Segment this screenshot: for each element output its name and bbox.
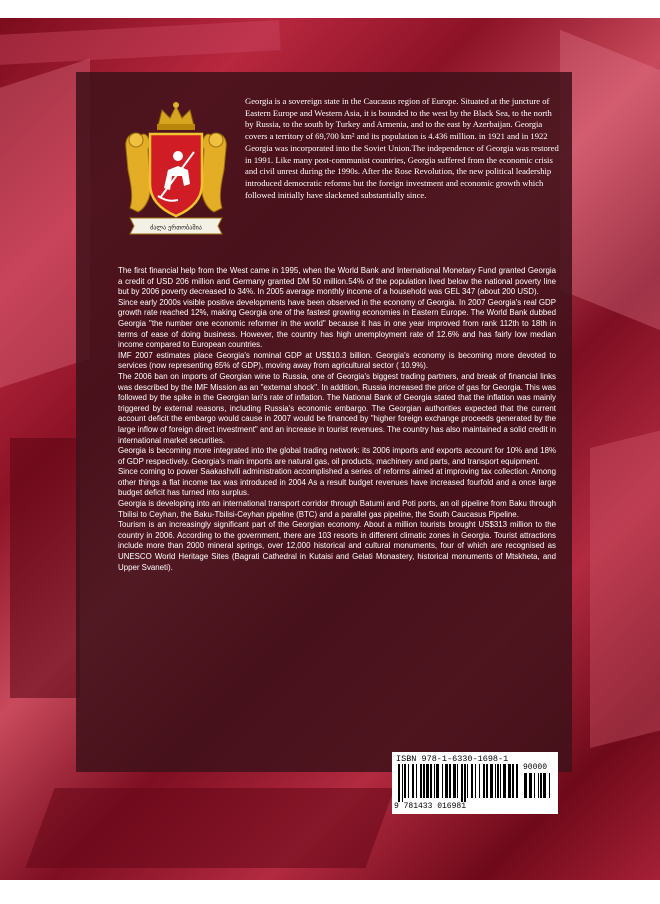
barcode-bar — [490, 764, 493, 798]
background-shape — [10, 438, 80, 698]
barcode-bar — [534, 773, 535, 798]
barcode-bar — [503, 764, 506, 798]
paragraph: Since coming to power Saakashvili administration accomplished a series of reforms aimed at improving tax collection. Among other things a flat income tax was introduced in 2004 As a result budget revenues have increased fourfold and a once large budget deficit has turned into surplus. — [118, 467, 556, 498]
barcode-bar — [408, 764, 409, 798]
barcode-bar — [471, 764, 473, 798]
barcode-bar — [426, 764, 429, 798]
barcode-bar — [434, 764, 435, 798]
barcode-bar — [483, 764, 485, 798]
barcode-bar — [529, 773, 532, 798]
barcode-bar — [404, 764, 406, 798]
barcode-bar — [398, 764, 400, 802]
barcode-bar — [467, 764, 468, 798]
barcode-bar — [524, 773, 527, 798]
barcode-bar — [420, 764, 422, 798]
barcode-bar — [449, 764, 451, 798]
barcode-addon-bars — [524, 773, 554, 802]
barcode-bar — [500, 764, 501, 798]
paragraph: IMF 2007 estimates place Georgia's nominal GDP at US$10.3 billion. Georgia's economy is becoming more devoted to services (now representing 65% of GDP), moving away from agricultural sector ( 10.9%). — [118, 350, 556, 371]
barcode-bar — [516, 764, 518, 798]
isbn-barcode — [392, 752, 558, 814]
paragraph: Tourism is an increasingly significant part of the Georgian economy. About a million tourists brought US$313 million to the country in 2006. According to the government, there are 103 resorts in different climatic zones in Georgia. Tourist attractions include more than 2000 mineral springs, over 12,000 historical and cultural monuments, four of which are recognised as UNESCO World Heritage Sites (Bagrati Cathedral in Kutaisi and Gelati Monastery, historical monuments of Mtskheta, and Upper Svaneti). — [118, 520, 556, 572]
barcode-bar — [540, 773, 542, 798]
paragraph: The first financial help from the West came in 1995, when the World Bank and International Monetary Fund granted Georgia a credit of USD 206 million and Germany granted DM 50 million.54% of the population lived below the national poverty line but by 2006 poverty decreased to 34%. In 2005 average monthly income of a household was GEL 347 (about 200 USD). — [118, 266, 556, 297]
intro-paragraph: Georgia is a sovereign state in the Caucasus region of Europe. Situated at the juncture of Eastern Europe and Western Asia, it is bounded to the west by the Black Sea, to the north by Russia, to the south by Turkey and Armenia, and to the east by Azerbaijan. Georgia covers a territory of 69,700 km² and its population is 4.436 million. in 1921 and in 1922 Georgia was incorporated into the Soviet Union.The independence of Georgia was restored in 1991. Like many post-communist countries, Georgia suffered from the economic crisis and civil unrest during the 1990s. After the Rose Revolution, the new political leadership introduced democratic reforms but the foreign investment and economic growth which followed initially have slackened substantially since. — [245, 96, 559, 200]
text-panel — [76, 72, 572, 772]
paragraph: The 2006 ban on imports of Georgian wine to Russia, one of Georgia's biggest trading partners, and break of financial links was described by the IMF Mission as an "external shock". In addition, Russia increased the price of gas for Georgia. This was followed by the spike in the Georgian lari's rate of inflation. The National Bank of Georgia stated that the inflation was mainly triggered by external reasons, including Russia's economic embargo. The Georgian authorities expected that the current account deficit the embargo would cause in 2007 would be financed by "higher foreign exchange proceeds generated by the large inflow of foreign direct investment" and an increase in tourist revenues. The country has also maintained a solid credit in international market securities. — [118, 371, 556, 445]
barcode-bar — [549, 773, 550, 798]
barcode-bar — [442, 764, 443, 798]
barcode-bar — [475, 764, 476, 798]
background-shape — [560, 30, 660, 347]
barcode-bar — [512, 764, 514, 798]
barcode-digits: 9 781433 016981 — [394, 802, 467, 811]
barcode-bar — [461, 764, 463, 802]
main-text-block — [118, 266, 556, 573]
background-shape — [0, 20, 281, 66]
barcode-bar — [464, 764, 466, 802]
barcode-bar — [436, 764, 439, 798]
barcode-bar — [445, 764, 448, 798]
barcode-bar — [538, 773, 539, 798]
barcode-bar — [430, 764, 432, 798]
barcode-bar — [453, 764, 456, 798]
barcode-bar — [495, 764, 496, 798]
paragraph: Since early 2000s visible positive developments have been observed in the economy of Georgia. In 2007 Georgia's real GDP growth rate reached 12%, making Georgia one of the fastest growing economies in Eastern Europe. The World Bank dubbed Georgia "the number one economic reformer in the world" because it has in one year improved from rank 112th to 18th in terms of ease of doing business. However, the country has high unemployment rate of 12.6% and has fairly low median income compared to European countries. — [118, 297, 556, 350]
barcode-bar — [479, 764, 480, 798]
paragraph: Georgia is becoming more integrated into the global trading network: its 2006 imports and exports account for 10% and 18% of GDP respectively. Georgia's main imports are natural gas, oil products, machinery and parts, and transport equipment. — [118, 446, 556, 466]
barcode-bar — [402, 764, 403, 802]
barcode-bar — [412, 764, 414, 798]
isbn-label: ISBN 978-1-6330-1698-1 — [396, 754, 509, 764]
barcode-bar — [543, 773, 546, 798]
barcode-bar — [423, 764, 425, 798]
background-shape — [25, 788, 394, 868]
paragraph: Georgia is developing into an international transport corridor through Batumi and Poti ports, an oil pipeline from Baku through Tbilisi to Ceyhan, the Baku-Tbilisi-Ceyhan pipeline (BTC) and a parallel gas pipeline, the South Caucasus Pipeline. — [118, 499, 556, 519]
barcode-bar — [497, 764, 499, 798]
barcode-bar — [486, 764, 488, 798]
barcode-bar — [457, 764, 458, 798]
price-code: 90000 — [523, 763, 548, 772]
coat-of-arms-emblem — [120, 100, 232, 236]
barcode-bar — [416, 764, 417, 798]
barcode-bar — [508, 764, 511, 798]
intro-text-block — [245, 96, 560, 201]
background-shape — [590, 428, 660, 748]
barcode-bars — [398, 764, 522, 802]
book-back-cover — [0, 18, 660, 880]
emblem-motto: ძალა ერთობაშია — [150, 224, 202, 232]
